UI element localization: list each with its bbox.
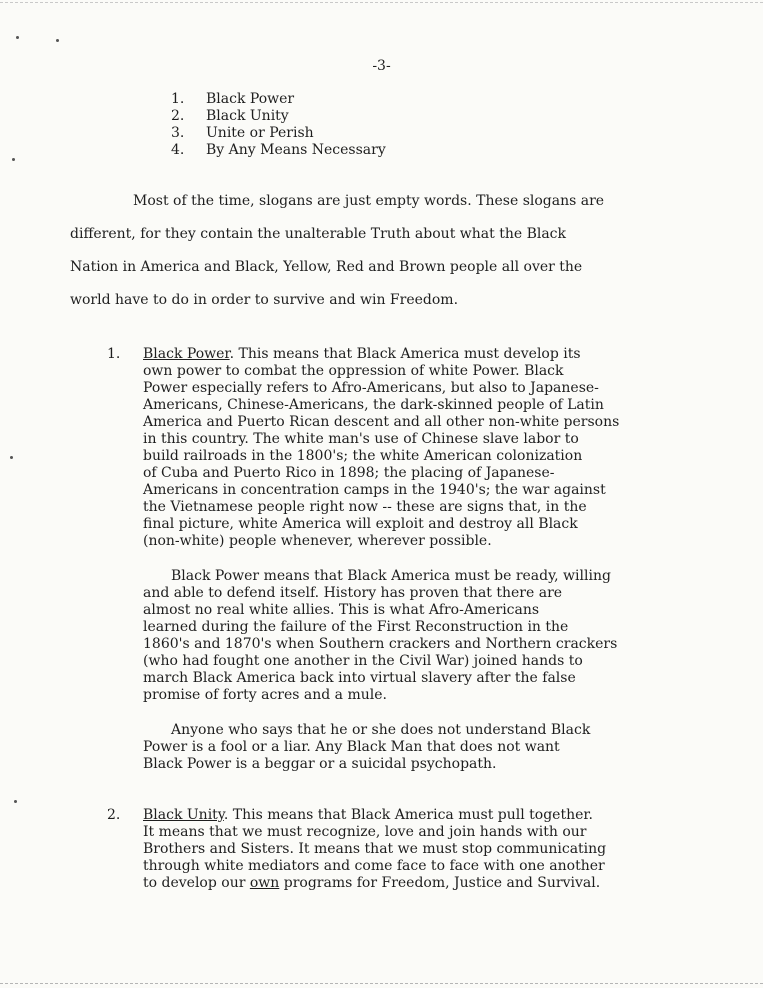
text-line: Nation in America and Black, Yellow, Red and Brown people all over the [70,259,583,275]
list-item [171,125,386,142]
text-line: march Black America back into virtual slavery after the false [143,670,576,686]
section-body [143,722,733,773]
scan-speck [10,456,13,459]
page-number: -3- [372,58,391,74]
page-top-edge [0,2,763,3]
text-line: promise of forty acres and a mule. [143,687,387,703]
text-line: and able to defend itself. History has proven that there are [143,585,563,601]
text-line: Power is a fool or a liar. Any Black Man that does not want [143,739,560,755]
text-line: Americans in concentration camps in the 1940's; the war against [143,482,606,498]
text-line: different, for they contain the unalterable Truth about what the Black [70,226,567,242]
section-number: 2. [107,807,121,823]
page-bottom-edge [0,983,763,984]
list-text: Black Power [206,91,295,107]
text-line: build railroads in the 1800's; the white American colonization [143,448,583,464]
intro-paragraph [70,193,735,325]
underlined-word: own [249,875,280,891]
scan-speck [12,158,15,161]
text-line: almost no real white allies. This is what Afro-Americans [143,602,540,618]
text-line: the Vietnamese people right now -- these are signs that, in the [143,499,587,515]
text-line: Black Power is a beggar or a suicidal psychopath. [143,756,497,772]
text-line: (who had fought one another in the Civil War) joined hands to [143,653,583,669]
text-line: Black Power means that Black America must be ready, willing [171,568,611,584]
text-line: world have to do in order to survive and win Freedom. [70,292,459,308]
section-heading: Black Unity [143,807,224,823]
text-fragment: programs for Freedom, Justice and Survival. [279,875,601,891]
scan-speck [14,800,17,803]
list-text: Unite or Perish [206,125,314,141]
text-line: Most of the time, slogans are just empty words. These slogans are [133,193,605,209]
section-body [143,807,733,892]
text-line [143,807,733,824]
scan-speck [16,36,19,39]
scan-speck [56,39,59,42]
list-text: Black Unity [206,108,289,124]
text-line: own power to combat the oppression of white Power. Black [143,363,564,379]
text-line: Anyone who says that he or she does not understand Black [171,722,591,738]
list-number: 3. [171,125,185,141]
text-line [143,346,733,363]
list-number: 1. [171,91,185,107]
section-heading: Black Power [143,346,230,362]
list-text: By Any Means Necessary [206,142,386,158]
heading-continuation: . This means that Black America must pull together. [223,807,593,823]
text-line: It means that we must recognize, love and join hands with our [143,824,587,840]
text-fragment: to develop our [143,875,250,891]
list-item [171,108,386,125]
text-line: learned during the failure of the First Reconstruction in the [143,619,569,635]
list-number: 4. [171,142,185,158]
heading-continuation: . This means that Black America must develop its [229,346,581,362]
section-body [143,568,733,704]
section-body [143,346,733,550]
section-number: 1. [107,346,121,362]
text-line: (non-white) people whenever, wherever possible. [143,533,492,549]
text-line: through white mediators and come face to face with one another [143,858,605,874]
list-item [171,91,386,108]
text-line: America and Puerto Rican descent and all other non-white persons [143,414,620,430]
text-line: 1860's and 1870's when Southern crackers and Northern crackers [143,636,618,652]
text-line: in this country. The white man's use of Chinese slave labor to [143,431,579,447]
list-item [171,142,386,159]
text-line: Brothers and Sisters. It means that we must stop communicating [143,841,607,857]
text-line [143,875,733,892]
text-line: of Cuba and Puerto Rico in 1898; the placing of Japanese- [143,465,555,481]
text-line: final picture, white America will exploit and destroy all Black [143,516,578,532]
list-number: 2. [171,108,185,124]
text-line: Americans, Chinese-Americans, the dark-skinned people of Latin [143,397,604,413]
text-line: Power especially refers to Afro-Americans, but also to Japanese- [143,380,599,396]
slogan-list [171,91,386,159]
